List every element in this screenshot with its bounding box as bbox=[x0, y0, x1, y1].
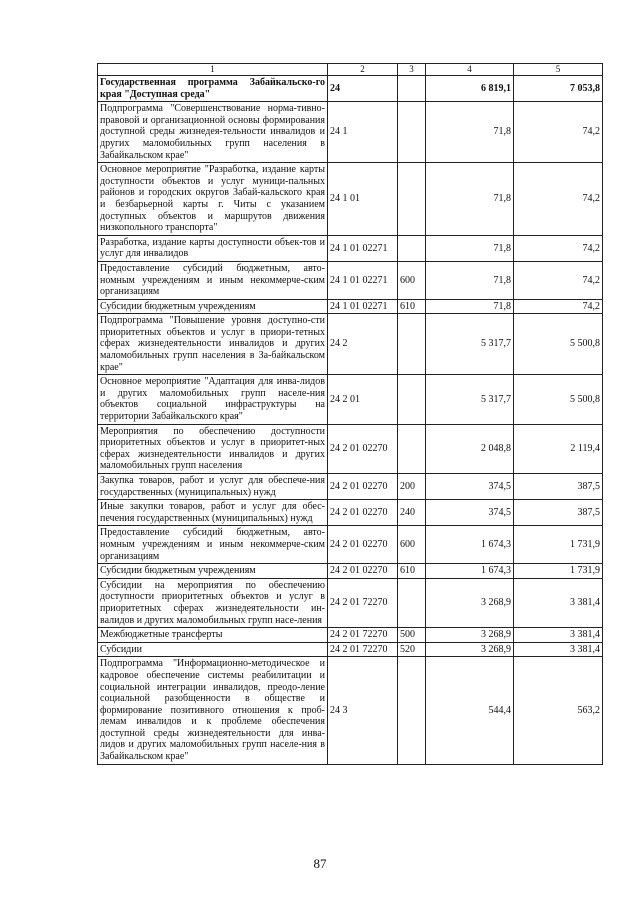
row-name-cell: Субсидии бюджетным учреждениям bbox=[98, 564, 328, 579]
row-expense-type-cell bbox=[398, 314, 426, 375]
row-code-cell: 24 2 01 02270 bbox=[328, 564, 398, 579]
column-number: 5 bbox=[514, 64, 603, 76]
table-row bbox=[98, 500, 603, 526]
row-code-cell: 24 1 01 02271 bbox=[328, 299, 398, 314]
row-code-cell: 24 3 bbox=[328, 657, 398, 764]
row-amount-cell: 74,2 bbox=[514, 235, 603, 261]
row-expense-type-cell: 600 bbox=[398, 261, 426, 299]
row-amount-cell: 2 048,8 bbox=[426, 424, 514, 473]
row-amount-cell: 387,5 bbox=[514, 500, 603, 526]
row-amount-cell: 6 819,1 bbox=[426, 76, 514, 102]
table-row bbox=[98, 235, 603, 261]
row-code-cell: 24 2 bbox=[328, 314, 398, 375]
row-amount-cell: 2 119,4 bbox=[514, 424, 603, 473]
row-amount-cell: 3 268,9 bbox=[426, 628, 514, 643]
row-amount-cell: 71,8 bbox=[426, 163, 514, 236]
row-code-cell: 24 2 01 02270 bbox=[328, 500, 398, 526]
table-row bbox=[98, 628, 603, 643]
row-expense-type-cell: 520 bbox=[398, 642, 426, 657]
row-name-cell: Подпрограмма "Совершенствование норма-тивно-правовой и организационной основы формирования доступной среды жизнедея-тельности инвалидов и других маломобильных групп населения в Забайкальском крае" bbox=[98, 102, 328, 163]
row-name-cell: Предоставление субсидий бюджетным, авто-номным учреждениям и иным некоммерче-ским организациям bbox=[98, 526, 328, 564]
row-amount-cell: 5 500,8 bbox=[514, 314, 603, 375]
row-expense-type-cell: 500 bbox=[398, 628, 426, 643]
row-amount-cell: 71,8 bbox=[426, 299, 514, 314]
row-code-cell: 24 1 bbox=[328, 102, 398, 163]
row-name-cell: Разработка, издание карты доступности объек-тов и услуг для инвалидов bbox=[98, 235, 328, 261]
row-amount-cell: 3 381,4 bbox=[514, 642, 603, 657]
row-name-cell: Субсидии бюджетным учреждениям bbox=[98, 299, 328, 314]
table-row bbox=[98, 474, 603, 500]
row-expense-type-cell: 610 bbox=[398, 564, 426, 579]
column-number: 3 bbox=[398, 64, 426, 76]
table-row bbox=[98, 314, 603, 375]
table-row bbox=[98, 578, 603, 627]
row-expense-type-cell bbox=[398, 578, 426, 627]
row-expense-type-cell bbox=[398, 657, 426, 764]
row-expense-type-cell bbox=[398, 375, 426, 424]
row-amount-cell: 71,8 bbox=[426, 261, 514, 299]
row-amount-cell: 563,2 bbox=[514, 657, 603, 764]
row-expense-type-cell: 240 bbox=[398, 500, 426, 526]
table-row bbox=[98, 642, 603, 657]
page-number: 87 bbox=[313, 856, 327, 871]
row-amount-cell: 71,8 bbox=[426, 102, 514, 163]
budget-table-body bbox=[98, 64, 603, 765]
row-expense-type-cell bbox=[398, 163, 426, 236]
table-row bbox=[98, 526, 603, 564]
row-amount-cell: 74,2 bbox=[514, 163, 603, 236]
row-expense-type-cell: 200 bbox=[398, 474, 426, 500]
table-row bbox=[98, 76, 603, 102]
row-amount-cell: 1 731,9 bbox=[514, 526, 603, 564]
column-number: 4 bbox=[426, 64, 514, 76]
table-row bbox=[98, 299, 603, 314]
row-amount-cell: 544,4 bbox=[426, 657, 514, 764]
row-code-cell: 24 1 01 02271 bbox=[328, 261, 398, 299]
row-amount-cell: 5 317,7 bbox=[426, 375, 514, 424]
row-code-cell: 24 1 01 02271 bbox=[328, 235, 398, 261]
row-code-cell: 24 2 01 72270 bbox=[328, 628, 398, 643]
row-name-cell: Закупка товаров, работ и услуг для обеспече-ния государственных (муниципальных) нужд bbox=[98, 474, 328, 500]
row-amount-cell: 5 317,7 bbox=[426, 314, 514, 375]
row-name-cell: Предоставление субсидий бюджетным, авто-номным учреждениям и иным некоммерче-ским организациям bbox=[98, 261, 328, 299]
row-amount-cell: 5 500,8 bbox=[514, 375, 603, 424]
row-amount-cell: 3 268,9 bbox=[426, 642, 514, 657]
row-code-cell: 24 2 01 02270 bbox=[328, 474, 398, 500]
row-expense-type-cell: 600 bbox=[398, 526, 426, 564]
row-expense-type-cell bbox=[398, 424, 426, 473]
column-number-row bbox=[98, 64, 603, 76]
row-code-cell: 24 1 01 bbox=[328, 163, 398, 236]
row-amount-cell: 374,5 bbox=[426, 474, 514, 500]
row-code-cell: 24 2 01 02270 bbox=[328, 526, 398, 564]
row-expense-type-cell bbox=[398, 76, 426, 102]
table-row bbox=[98, 424, 603, 473]
table-row bbox=[98, 261, 603, 299]
row-code-cell: 24 2 01 02270 bbox=[328, 424, 398, 473]
table-row bbox=[98, 564, 603, 579]
row-code-cell: 24 2 01 72270 bbox=[328, 578, 398, 627]
row-expense-type-cell: 610 bbox=[398, 299, 426, 314]
budget-table bbox=[97, 63, 603, 765]
row-amount-cell: 71,8 bbox=[426, 235, 514, 261]
table-row bbox=[98, 375, 603, 424]
row-expense-type-cell bbox=[398, 235, 426, 261]
row-name-cell: Мероприятия по обеспечению доступности приоритетных объектов и услуг в приоритет-ных сферах жизнедеятельности инвалидов и других маломобильных групп населения bbox=[98, 424, 328, 473]
row-amount-cell: 3 381,4 bbox=[514, 578, 603, 627]
row-amount-cell: 1 731,9 bbox=[514, 564, 603, 579]
row-amount-cell: 7 053,8 bbox=[514, 76, 603, 102]
table-row bbox=[98, 102, 603, 163]
row-name-cell: Субсидии bbox=[98, 642, 328, 657]
row-amount-cell: 74,2 bbox=[514, 299, 603, 314]
row-amount-cell: 3 381,4 bbox=[514, 628, 603, 643]
row-name-cell: Подпрограмма "Повышение уровня доступно-сти приоритетных объектов и услуг в приори-тетных сферах жизнедеятельности инвалидов и других маломобильных групп населения в За-байкальском крае" bbox=[98, 314, 328, 375]
row-name-cell: Подпрограмма "Информационно-методическое и кадровое обеспечение системы реабилитации и социальной интеграции инвалидов, преодо-ление социальной разобщенности в обществе и формирование позитивного отношения к проб-лемам инвалидов и к проблеме обеспечения доступной среды жизнедеятельности для инва-лидов и других маломобильных групп населе-ния в Забайкальском крае" bbox=[98, 657, 328, 764]
table-row bbox=[98, 163, 603, 236]
row-name-cell: Основное мероприятие "Разработка, издание карты доступности объектов и услуг муници-пальных районов и городских округов Забай-кальского края и безбарьерной карты г. Читы с указанием доступных объектов и маршрутов движения низкопольного транспорта" bbox=[98, 163, 328, 236]
row-code-cell: 24 2 01 72270 bbox=[328, 642, 398, 657]
column-number: 2 bbox=[328, 64, 398, 76]
row-amount-cell: 387,5 bbox=[514, 474, 603, 500]
row-amount-cell: 3 268,9 bbox=[426, 578, 514, 627]
row-amount-cell: 1 674,3 bbox=[426, 526, 514, 564]
row-amount-cell: 374,5 bbox=[426, 500, 514, 526]
row-amount-cell: 1 674,3 bbox=[426, 564, 514, 579]
row-code-cell: 24 2 01 bbox=[328, 375, 398, 424]
row-name-cell: Государственная программа Забайкальско-го края "Доступная среда" bbox=[98, 76, 328, 102]
row-amount-cell: 74,2 bbox=[514, 261, 603, 299]
row-expense-type-cell bbox=[398, 102, 426, 163]
row-name-cell: Межбюджетные трансферты bbox=[98, 628, 328, 643]
row-code-cell: 24 bbox=[328, 76, 398, 102]
row-amount-cell: 74,2 bbox=[514, 102, 603, 163]
table-row bbox=[98, 657, 603, 764]
column-number: 1 bbox=[98, 64, 328, 76]
row-name-cell: Субсидии на мероприятия по обеспечению доступности приоритетных объектов и услуг в приоритетных сферах жизнедеятельности ин-валидов и других маломобильных групп насе-ления bbox=[98, 578, 328, 627]
row-name-cell: Иные закупки товаров, работ и услуг для обес-печения государственных (муниципальных) нужд bbox=[98, 500, 328, 526]
row-name-cell: Основное мероприятие "Адаптация для инва-лидов и других маломобильных групп населе-ния объектов социальной инфраструктуры на территории Забайкальского края" bbox=[98, 375, 328, 424]
